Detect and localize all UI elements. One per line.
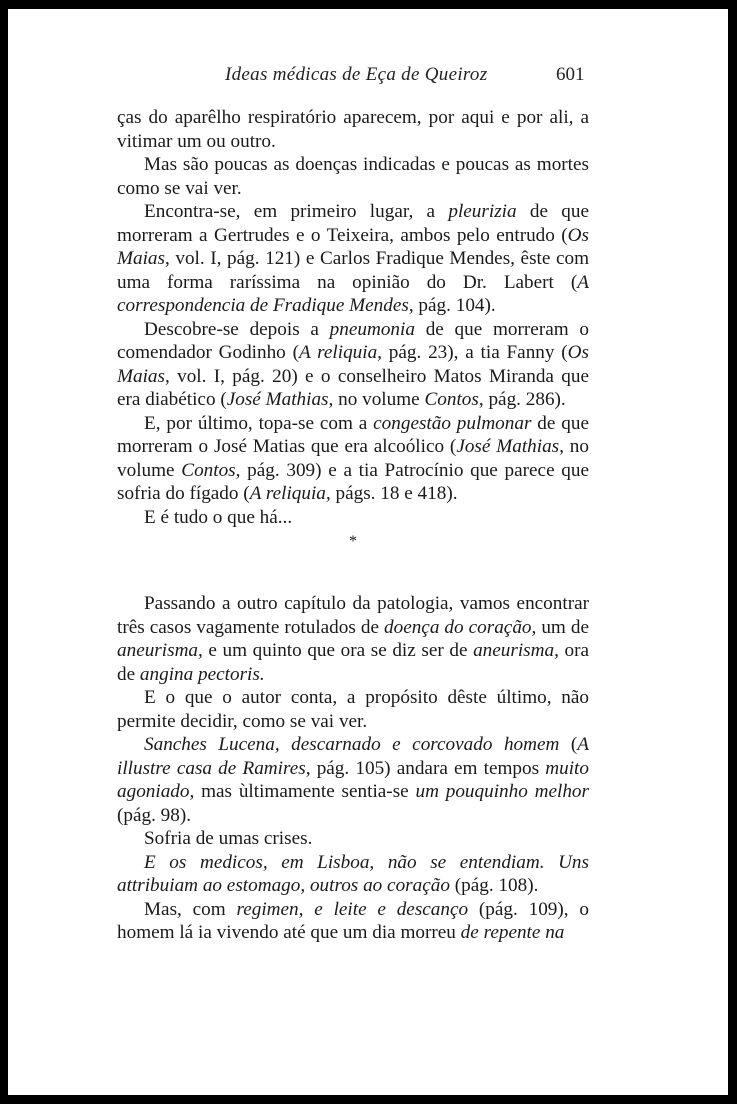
paragraph-9: Sanches Lucena, descarnado e corcovado homem (A illustre casa de Ramires, pág. 105) andara em tempos muito agoniado, mas ùltimamente sentia-se um pouquinho melhor (pág. 98). (117, 734, 589, 826)
section-asterism: * (349, 533, 357, 550)
paragraph-10: Sofria de umas crises. (144, 828, 313, 849)
paragraph-3: Encontra-se, em primeiro lugar, a pleurizia de que morreram a Gertrudes e o Teixeira, ambos pelo entrudo (Os Maias, vol. I, pág. 121) e Carlos Fradique Mendes, êste com uma forma raríssima na opinião do Dr. Labert (A correspondencia de Fradique Mendes, pág. 104). (117, 201, 589, 316)
paragraph-8: E o que o autor conta, a propósito dêste último, não permite decidir, como se vai ver. (117, 687, 589, 732)
paragraph-4: Descobre-se depois a pneumonia de que morreram o comendador Godinho (A reliquia, pág. 23), a tia Fanny (Os Maias, vol. I, pág. 20) e o conselheiro Matos Miranda que era diabético (José Mathias, no volume Contos, pág. 286). (117, 318, 589, 410)
paragraph-1: ças do aparêlho respiratório aparecem, por aqui e por ali, a vitimar um ou outro. (117, 107, 589, 152)
paragraph-12: Mas, com regimen, e leite e descanço (pág. 109), o homem lá ia vivendo até que um dia morreu de repente na (117, 898, 589, 943)
page-header (8, 64, 728, 88)
running-title: Ideas médicas de Eça de Queiroz (225, 64, 488, 85)
paragraph-11: E os medicos, em Lisboa, não se entendiam. Uns attribuiam ao estomago, outros ao coração (pág. 108). (117, 851, 589, 896)
book-page (8, 9, 728, 1095)
paragraph-5: E, por último, topa-se com a congestão pulmonar de que morreram o José Matias que era alcoólico (José Mathias, no volume Contos, pág. 309) e a tia Patrocínio que parece que sofria do fígado (A reliquia, págs. 18 e 418). (117, 412, 589, 504)
body-text (117, 106, 589, 945)
paragraph-6: E é tudo o que há... (144, 506, 293, 528)
paragraph-2: Mas são poucas as doenças indicadas e poucas as mortes como se vai ver. (117, 154, 589, 199)
page-number: 601 (556, 64, 585, 85)
paragraph-7: Passando a outro capítulo da patologia, vamos encontrar três casos vagamente rotulados de doença do coração, um de aneurisma, e um quinto que ora se diz ser de aneurisma, ora de angina pectoris. (117, 593, 589, 685)
